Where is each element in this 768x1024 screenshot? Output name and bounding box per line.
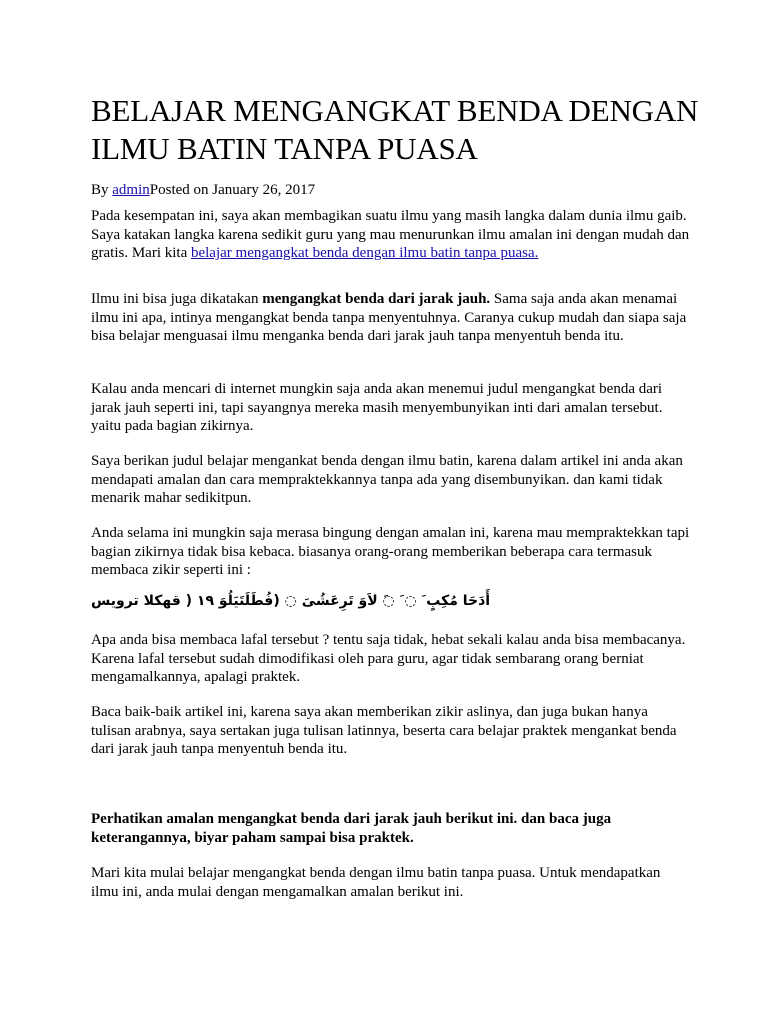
- author-link[interactable]: admin: [112, 182, 150, 198]
- paragraph-lafal: Apa anda bisa membaca lafal tersebut ? tentu saja tidak, hebat sekali kalau anda bisa membacanya. Karena lafal tersebut sudah dimodifikasi oleh para guru, agar tidak sembarang orang berniat mengamalkannya, apalagi praktek.: [91, 632, 686, 685]
- paragraph-definition-after: Sama saja anda akan menamai ilmu ini apa, intinya mengangkat benda tanpa menyentuhnya. Caranya cukup mudah dan siapa saja bisa belajar menguasai ilmu menganka benda dari jarak jauh tanpa menyentuh benda itu.: [91, 291, 687, 344]
- paragraph-confusion: Anda selama ini mungkin saja merasa bingung dengan amalan ini, karena mau mempraktekkan tapi bagian zikirnya tidak bisa kebaca. biasanya orang-orang memberikan beberapa cara termasuk membaca zikir seperti ini :: [91, 525, 690, 578]
- paragraph-attention: Perhatikan amalan mengangkat benda dari jarak jauh berikut ini. dan baca juga keterangannya, biyar paham sampai bisa praktek.: [91, 811, 612, 846]
- arabic-zikir-line: أَدَحَا مُكِبٍ َ ◌ َ ◌َ لاَوَ تَرِعَشُىَ ◌ (فُطَلَتَيَلُوَ ١٩ ( قهكلا ترويس: [91, 593, 491, 609]
- paragraph-start: Mari kita mulai belajar mengangkat benda dengan ilmu batin tanpa puasa. Untuk mendapatkan ilmu ini, anda mulai dengan mengamalkan amalan berikut ini.: [91, 865, 661, 900]
- article-link[interactable]: belajar mengangkat benda dengan ilmu batin tanpa puasa.: [190, 245, 539, 261]
- byline: [91, 181, 315, 200]
- paragraph-title-reason: Saya berikan judul belajar mengankat benda dengan ilmu batin, karena dalam artikel ini anda akan mendapati amalan dan cara mempraktekkannya tanpa ada yang disembunyikan. dan kami tidak menarik mahar sedikitpun.: [91, 453, 683, 506]
- paragraph-definition: [91, 290, 691, 346]
- posted-date: Posted on January 26, 2017: [149, 182, 316, 198]
- paragraph-definition-before: Ilmu ini bisa juga dikatakan: [91, 291, 263, 307]
- paragraph-internet: Kalau anda mencari di internet mungkin saja anda akan menemui judul mengangkat benda dari jarak jauh seperti ini, tapi sayangnya mereka masih menyembunyikan inti dari amalan tersebut. yaitu pada bagian zikirnya.: [91, 381, 663, 434]
- paragraph-definition-bold: mengangkat benda dari jarak jauh.: [262, 291, 491, 307]
- byline-prefix: By: [91, 182, 113, 198]
- article-title: BELAJAR MENGANGKAT BENDA DENGAN ILMU BATIN TANPA PUASA: [91, 93, 699, 166]
- paragraph-intro: [91, 207, 691, 263]
- paragraph-read-carefully: Baca baik-baik artikel ini, karena saya akan memberikan zikir aslinya, dan juga bukan hanya tulisan arabnya, saya sertakan juga tulisan latinnya, beserta cara belajar praktek mengankat benda dari jarak jauh tanpa menyentuh benda itu.: [91, 704, 677, 757]
- paragraph-intro-text: Pada kesempatan ini, saya akan membagikan suatu ilmu yang masih langka dalam dunia ilmu gaib. Saya katakan langka karena sedikit guru yang mau menurunkan ilmu amalan ini dengan mudah dan gratis. Mari kita: [91, 208, 690, 261]
